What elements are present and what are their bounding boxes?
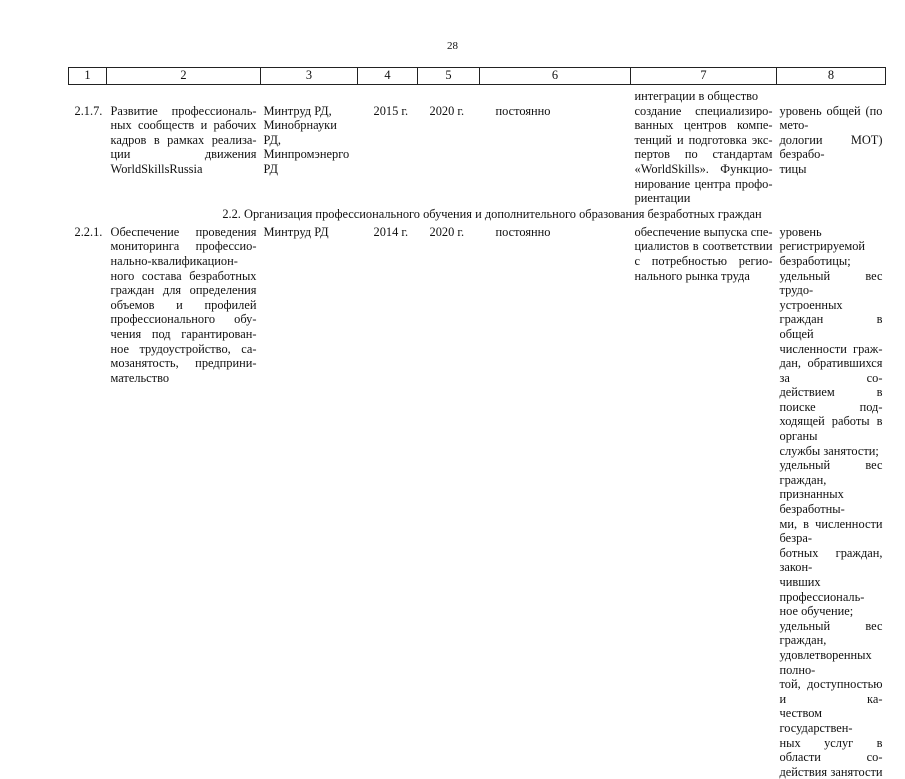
executor-line: Минобрнауки [263,118,337,133]
start-year: 2014 г. [373,224,409,239]
section-title: 2.2. Организация профессионального обучения и дополнительного образования безработных граждан [222,206,762,221]
item-number: 2.1.7. [74,103,103,118]
indicator-line: удельный вес граждан, [779,618,883,648]
item-name-cell [107,104,261,206]
indicator-line: удельный вес граждан, [779,458,883,487]
result-line: «WorldSkills». Функцио- [634,161,773,176]
item-name-line: профессионального обу- [110,312,257,327]
item-name-line: объемов и профилей [110,297,257,312]
item-name-line: мательство [110,370,170,385]
column-number: 1 [69,68,107,85]
section-title-row [69,206,886,222]
indicator-line: ных услуг в области со- [779,735,883,765]
item-name-line: кадров в рамках реализа- [110,132,257,147]
indicator-line: чивших профессиональ- [779,575,865,604]
indicator-line: ходящей работы в органы [779,414,883,444]
start-year: 2015 г. [373,103,409,118]
result-line: риентации [634,191,691,206]
column-number: 5 [418,68,480,85]
indicator-line: общей численности граж- [779,326,883,356]
indicator-line: действием в поиске под- [779,385,883,414]
item-name-line: граждан для определения [110,283,257,298]
result-line: ванных центров компе- [634,118,773,133]
indicator-line: устроенных граждан в [779,297,883,327]
item-name-line: WorldSkillsRussia [110,161,203,176]
column-number: 4 [358,68,418,85]
indicator-line: удельный вес трудо- [779,268,883,298]
item-name-line: ное трудоустройство, са- [110,341,257,356]
item-name-line: мониторинга профессио- [110,239,257,254]
indicator-line: ботных граждан, закон- [779,545,883,575]
executor-cell [261,104,358,206]
indicator-line: уровень общей (по мето- [779,103,883,133]
item-name-line: Обеспечение проведения [110,224,257,239]
indicator-line: ное обучение; [779,604,854,619]
executor-line: РД, [263,132,282,147]
result-line: нального рынка труда [634,268,750,283]
indicator-cell [777,222,886,779]
indicator-line: дан, обратившихся за со- [779,356,883,385]
page-number: 28 [447,40,458,52]
end-year: 2020 г. [429,103,465,118]
program-table [68,67,886,779]
column-number: 2 [107,68,261,85]
item-name-line: ного состава безработных [110,268,257,283]
end-year: 2020 г. [429,224,465,239]
indicator-line: тицы [779,161,807,176]
indicator-line: той, доступностью и ка- [779,677,883,706]
result-cell [631,104,777,206]
indicator-line: ми, в численности безра- [779,516,883,546]
period: постоянно [495,103,551,118]
indicator-line: службы занятости; [779,443,879,458]
table-row-2-2-1 [69,222,886,779]
item-name-line: ных сообществ и рабочих [110,118,257,133]
indicator-line: чеством государствен- [779,706,853,735]
item-name-line: Развитие профессиональ- [110,103,257,118]
table-row-2-1-7 [69,104,886,206]
period: постоянно [495,224,551,239]
executor: Минтруд РД [263,224,329,239]
column-number: 3 [261,68,358,85]
indicator-line: безработицы; [779,253,851,268]
column-number: 8 [777,68,886,85]
indicator-line: уровень регистрируемой [779,224,866,254]
item-name-line: чения под гарантирован- [110,326,257,341]
result-line: тенций и подготовка экс- [634,132,773,147]
result-line: создание специализиро- [634,103,773,118]
indicator-line: дологии МОТ) безрабо- [779,132,883,162]
column-number-row [69,68,886,85]
item-name-cell [107,222,261,779]
result-line: пертов по стандартам [634,147,773,162]
column-number: 6 [480,68,631,85]
executor-line: Минтруд РД, [263,103,332,118]
result-line: нирование центра профо- [634,176,773,191]
continuation-row [69,85,886,104]
indicator-line: удовлетворенных полно- [779,647,872,677]
item-name-line: мозанятость, предприни- [110,356,257,371]
item-number: 2.2.1. [74,224,103,239]
executor-line: РД [263,161,278,176]
indicator-cell [777,104,886,206]
result-line: интеграции в общество [634,89,759,103]
executor-line: Минпромэнерго [263,147,350,162]
result-cell [631,85,777,104]
indicator-line: действия занятости [779,764,883,779]
result-line: с потребностью регио- [634,253,773,268]
column-number: 7 [631,68,777,85]
item-name-line: нально-квалификацион- [110,253,238,268]
result-line: циалистов в соответствии [634,239,773,254]
item-name-line: ции движения [110,147,257,162]
result-line: обеспечение выпуска спе- [634,224,773,239]
indicator-line: признанных безработны- [779,487,845,517]
result-cell [631,222,777,779]
